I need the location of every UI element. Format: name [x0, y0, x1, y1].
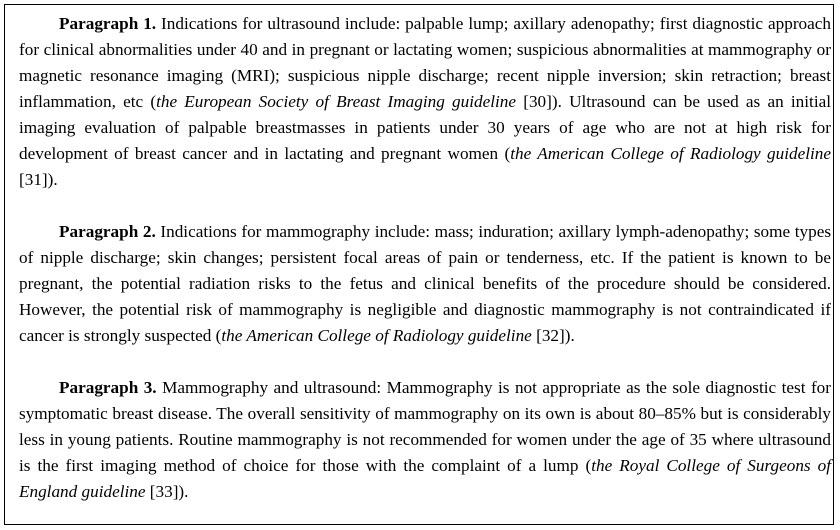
paragraph-body: Mammography and ultrasound: Mammography is not appropriate as the sole diagnostic test for symptomatic breast disease. The overall sensitivity of mammography on its own is about 80–85% but is considerably less in young patients. Routine mammography is not recommended for women under the age of 35 where ultrasound is the first imaging method of choice for those with the complaint of a lump ( — [19, 378, 831, 475]
reference-number: [33]). — [145, 482, 189, 501]
paragraph-body: Indications for mammography include: mass; induration; axillary lymph-adenopathy; some types of nipple discharge; skin changes; persistent focal areas of pain or tenderness, etc. If the patient is known to be pregnant, the potential radiation risks to the fetus and clinical benefits of the procedure should be considered. However, the potential risk of mammography is negligible and diagnostic mammography is not contraindicated if cancer is strongly suspected ( — [19, 222, 832, 345]
reference-number: [31]). — [19, 170, 58, 189]
document-frame — [4, 4, 834, 525]
paragraph-1 — [19, 11, 831, 193]
paragraph-heading: Paragraph 3. — [59, 378, 157, 397]
paragraph-3 — [19, 375, 831, 505]
guideline-citation: the American College of Radiology guideline — [510, 144, 831, 163]
reference-number: [32]). — [531, 326, 575, 345]
paragraph-heading: Paragraph 2. — [59, 222, 156, 241]
guideline-citation: the Royal College of Surgeons of England guideline — [19, 456, 831, 501]
paragraph-2 — [19, 219, 831, 349]
paragraph-heading: Paragraph 1. — [59, 14, 157, 33]
guideline-citation: the American College of Radiology guideline — [221, 326, 532, 345]
document-body — [19, 11, 831, 505]
paragraph-body: Indications for ultrasound include: palpable lump; axillary adenopathy; first diagnostic approach for clinical abnormalities under 40 and in pregnant or lactating women; suspicious abnormalities at mammography or magnetic resonance imaging (MRI); suspicious nipple discharge; recent nipple inversion; skin retraction; breast inflammation, etc ( — [19, 14, 831, 111]
guideline-citation: the European Society of Breast Imaging guideline — [156, 92, 517, 111]
paragraph-body: [30]). Ultrasound can be used as an initial imaging evaluation of palpable breastmasses in patients under 30 years of age who are not at high risk for development of breast cancer and in lactating and pregnant women ( — [19, 92, 831, 163]
